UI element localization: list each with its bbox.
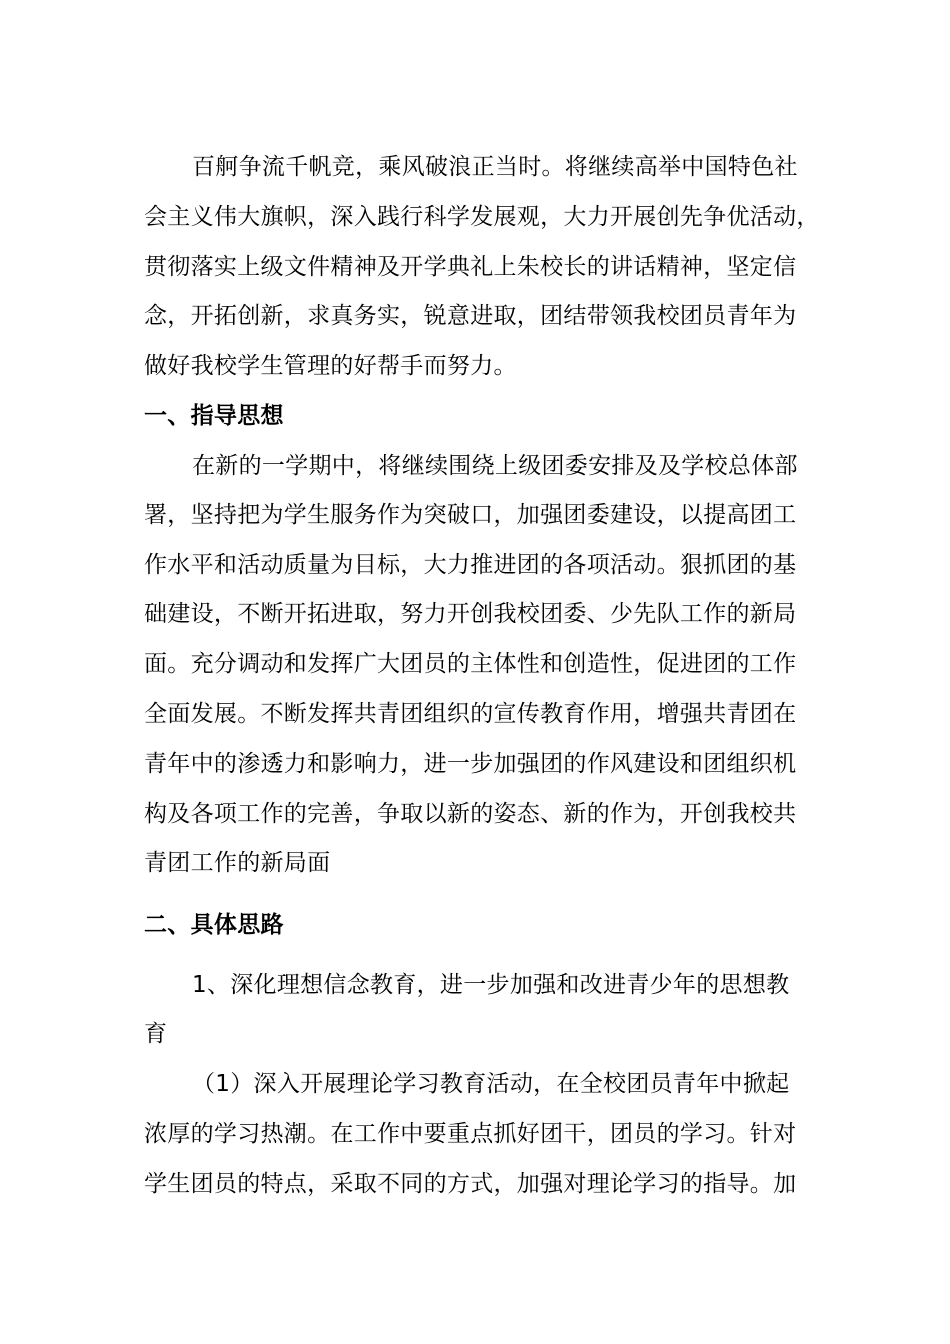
intro-line-1: 百舸争流千帆竞，乘风破浪正当时。将继续高举中国特色社	[192, 154, 798, 180]
item1-line-1: 1、深化理想信念教育，进一步加强和改进青少年的思想教	[192, 972, 790, 998]
section1-line-8: 构及各项工作的完善，争取以新的姿态、新的作为，开创我校共	[144, 801, 797, 827]
section1-line-5: 面。充分调动和发挥广大团员的主体性和创造性，促进团的工作	[144, 651, 797, 677]
section1-line-2: 署，坚持把为学生服务作为突破口，加强团委建设，以提高团工	[144, 502, 797, 528]
intro-line-3: 贯彻落实上级文件精神及开学典礼上朱校长的讲话精神，坚定信	[144, 254, 797, 280]
section1-line-3: 作水平和活动质量为目标，大力推进团的各项活动。狠抓团的基	[144, 552, 797, 578]
intro-line-5: 做好我校学生管理的好帮手而努力。	[144, 353, 517, 379]
sub1-line-1: （1）深入开展理论学习教育活动，在全校团员青年中掀起	[192, 1071, 790, 1097]
section1-line-4: 础建设，不断开拓进取，努力开创我校团委、少先队工作的新局	[144, 601, 797, 627]
intro-line-2: 会主义伟大旗帜，深入践行科学发展观，大力开展创先争优活动，	[144, 204, 820, 230]
sub1-line-2: 浓厚的学习热潮。在工作中要重点抓好团干，团员的学习。针对	[144, 1121, 797, 1147]
intro-line-4: 念，开拓创新，求真务实，锐意进取，团结带领我校团员青年为	[144, 303, 797, 329]
section1-line-1: 在新的一学期中，将继续围绕上级团委安排及及学校总体部	[192, 453, 798, 479]
section-heading-guiding-ideology: 一、指导思想	[144, 403, 284, 429]
section-heading-specific-ideas: 二、具体思路	[144, 912, 284, 938]
section1-line-6: 全面发展。不断发挥共青团组织的宣传教育作用，增强共青团在	[144, 701, 797, 727]
section1-line-9: 青团工作的新局面	[144, 850, 331, 876]
section1-line-7: 青年中的渗透力和影响力，进一步加强团的作风建设和团组织机	[144, 751, 797, 777]
item1-line-2: 育	[144, 1021, 168, 1047]
sub1-line-3: 学生团员的特点，采取不同的方式，加强对理论学习的指导。加	[144, 1171, 797, 1197]
